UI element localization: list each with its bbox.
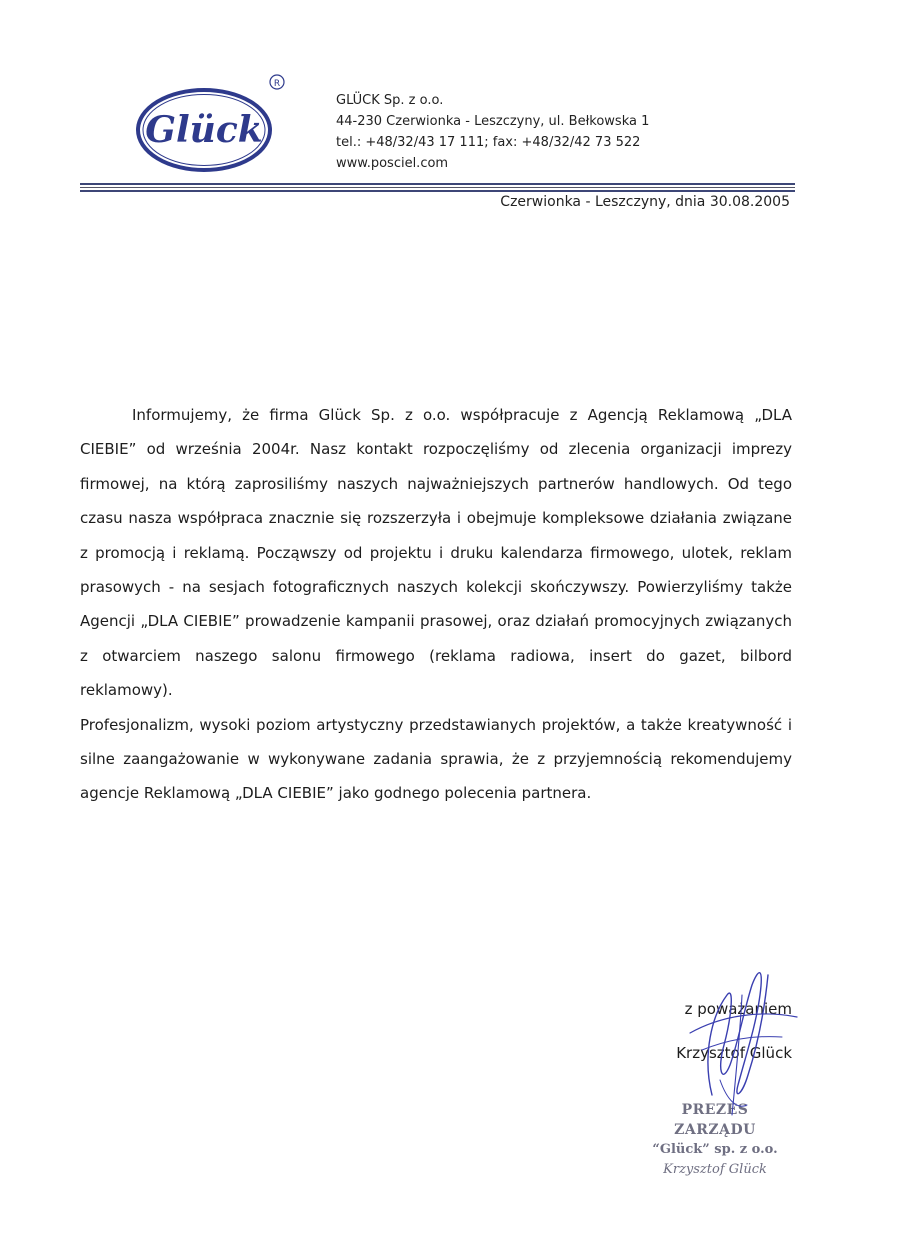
company-phone-fax: tel.: +48/32/43 17 111; fax: +48/32/42 73 522 <box>336 135 641 150</box>
company-address: 44-230 Czerwionka - Leszczyny, ul. Bełkowska 1 <box>336 114 650 129</box>
body-paragraph-2: Profesjonalizm, wysoki poziom artystyczny przedstawianych projektów, a także kreatywność i silne zaangażowanie w wykonywane zadania sprawia, że z przyjemnością rekomendujemy agencje Reklamową „DLA CIEBIE” jako godnego polecenia partnera. <box>80 715 792 803</box>
body-paragraph-1: Informujemy, że firma Glück Sp. z o.o. współpracuje z Agencją Reklamową „DLA CIEBIE” od września 2004r. Nasz kontakt rozpoczęliśmy od zlecenia organizacji imprezy firmowej, na którą zaprosiliśmy naszych najważniejszych partnerów handlowych. Od tego czasu nasza współpraca znacznie się rozszerzyła i obejmuje kompleksowe działania związane z promocją i reklamą. Począwszy od projektu i druku kalendarza firmowego, ulotek, reklam prasowych - na sesjach fotograficznych naszych kolekcji skończywszy. Powierzyliśmy także Agencji „DLA CIEBIE” prowadzenie kampanii prasowej, oraz działań promocyjnych związanych z otwarciem naszego salonu firmowego (reklama radiowa, insert do gazet, bilbord reklamowy). <box>80 406 792 700</box>
header-rule-middle <box>80 187 795 188</box>
closing-signer: Krzysztof Glück <box>676 1044 792 1062</box>
stamp-name: Krzysztof Glück <box>663 1162 767 1177</box>
logo-wordmark: Glück <box>145 109 263 151</box>
registered-mark: R <box>273 79 281 89</box>
company-info <box>336 90 649 174</box>
closing-greeting: z poważaniem <box>684 1000 792 1018</box>
date-line: Czerwionka - Leszczyny, dnia 30.08.2005 <box>500 194 790 210</box>
stamp-title: PREZES ZARZĄDU <box>674 1102 756 1138</box>
header-rule-top <box>80 183 795 185</box>
company-stamp <box>640 1100 790 1180</box>
letter-body <box>80 398 792 811</box>
company-name: GLÜCK Sp. z o.o. <box>336 93 444 108</box>
gluck-logo-graphic <box>130 72 290 182</box>
header-rule-bottom <box>80 190 795 192</box>
stamp-company: “Glück” sp. z o.o. <box>652 1142 778 1157</box>
company-website: www.posciel.com <box>336 156 449 171</box>
gluck-logo <box>130 72 290 182</box>
